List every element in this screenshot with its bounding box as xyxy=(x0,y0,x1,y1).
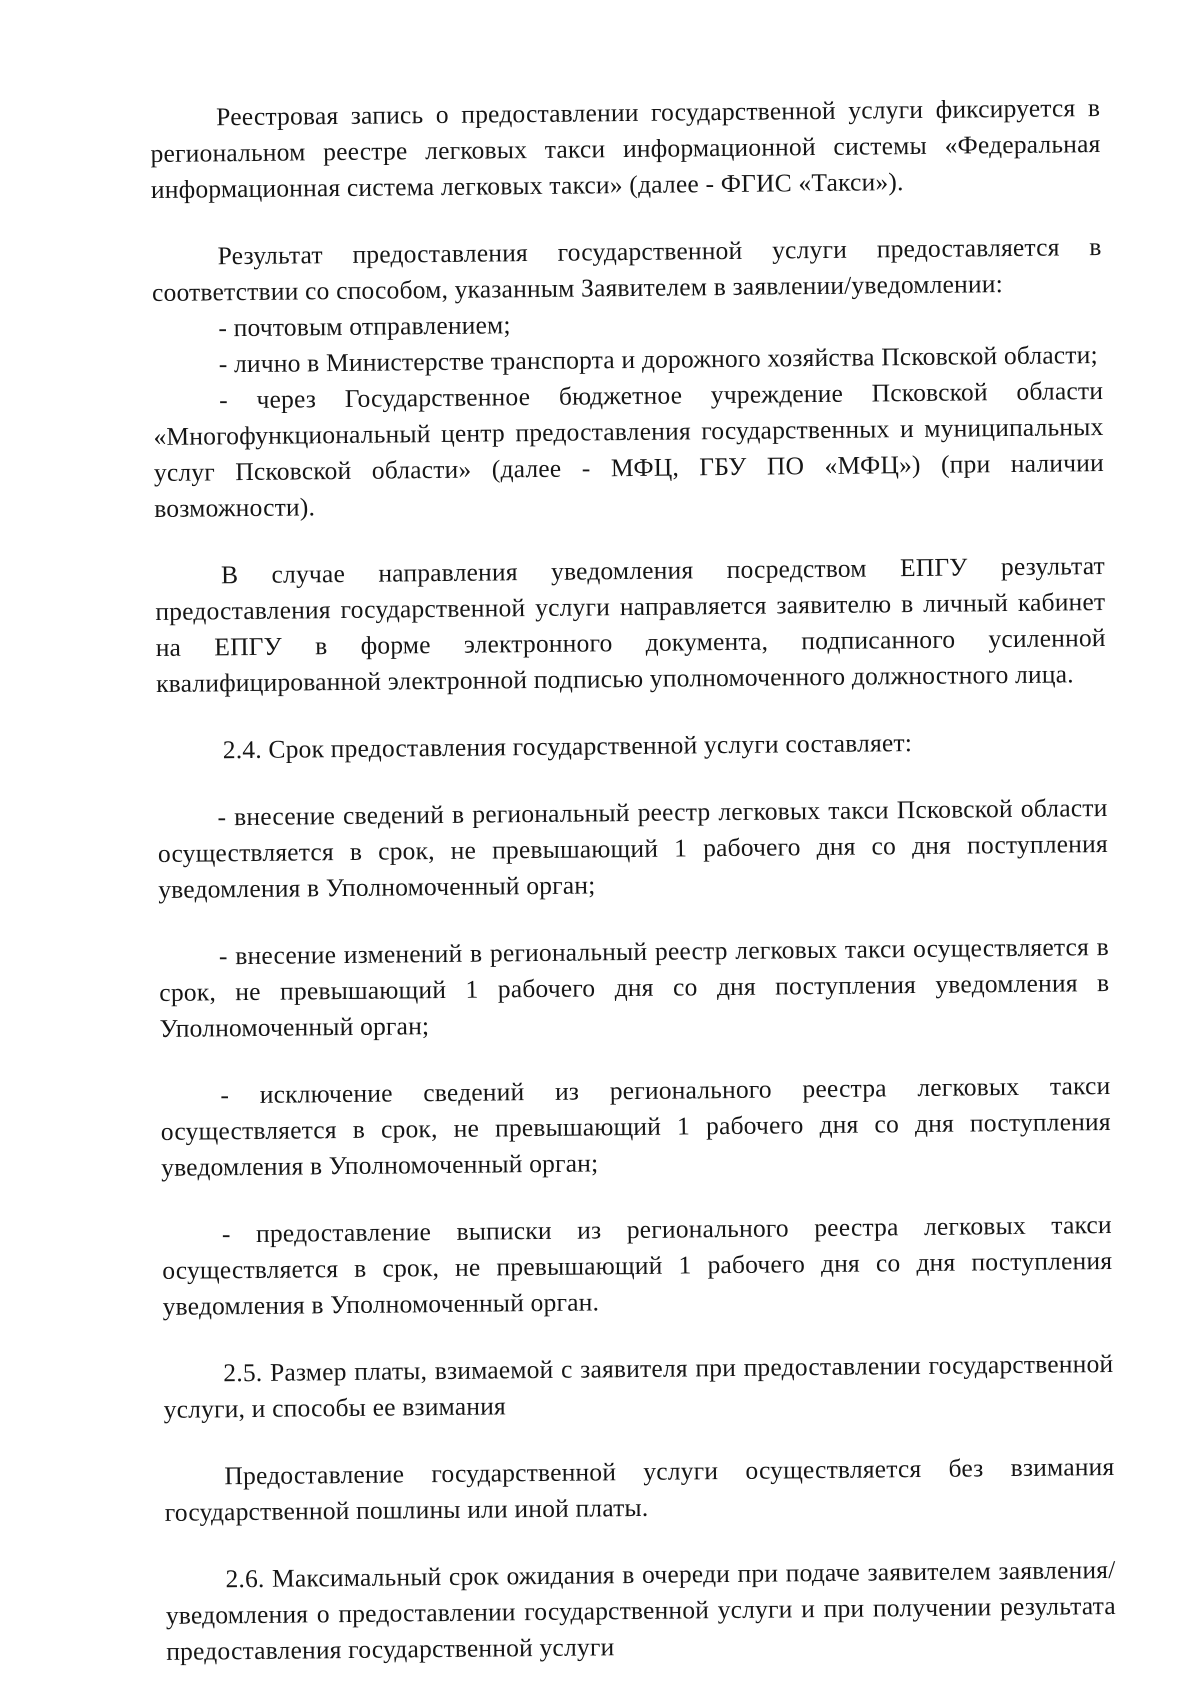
delivery-option-mail: - почтовым отправлением; xyxy=(218,310,511,343)
term-item-exclusion: - исключение сведений из регионального реестра легковых такси осуществляется в срок, не превышающий 1 рабочего дня со дня поступления уведомления в Уполномоченный орган; xyxy=(160,1070,1111,1182)
registry-record-paragraph: Реестровая запись о предоставлении государственной услуги фиксируется в региональном реестре легковых такси информационной системы «Федеральная информационная система легковых такси» (далее - ФГИС «Такси»). xyxy=(150,93,1101,204)
delivery-option-mfc: - через Государственное бюджетное учреждение Псковской области «Многофункциональный центр предоставления государственных и муниципальных услуг Псковской области» (далее - МФЦ, ГБУ ПО «МФЦ») (при наличии возможности). xyxy=(153,376,1105,523)
term-item-extract: - предоставление выписки из регионального реестра легковых такси осуществляется в срок, не превышающий 1 рабочего дня со дня поступления уведомления в Уполномоченный орган. xyxy=(162,1209,1113,1321)
delivery-option-in-person: - лично в Министерстве транспорта и дорожного хозяйства Псковской области; xyxy=(218,340,1098,379)
section-2-4-heading: 2.4. Срок предоставления государственной услуги составляет: xyxy=(222,728,913,765)
term-item-add-info: - внесение сведений в региональный реестр легковых такси Псковской области осуществляется в срок, не превышающий 1 рабочего дня со дня поступления уведомления в Уполномоченный орган; xyxy=(157,793,1108,904)
term-item-changes: - внесение изменений в региональный реестр легковых такси осуществляется в срок, не превышающий 1 рабочего дня со дня поступления уведомления в Уполномоченный орган; xyxy=(159,932,1110,1043)
result-delivery-block xyxy=(151,229,1104,527)
section-2-5-heading: 2.5. Размер платы, взимаемой с заявителя при предоставлении государственной услуги, и способы ее взимания xyxy=(163,1348,1114,1424)
document-page xyxy=(150,90,1117,1701)
section-2-6-heading: 2.6. Максимальный срок ожидания в очереди при подаче заявителем заявления/уведомления о предоставлении государственной услуги и при получении результата предоставления государственной услуги xyxy=(165,1554,1116,1666)
section-2-5-text: Предоставление государственной услуги осуществляется без взимания государственной пошлины или иной платы. xyxy=(164,1451,1115,1527)
result-delivery-intro: Результат предоставления государственной услуги предоставляется в соответствии со способом, указанным Заявителем в заявлении/уведомлении: xyxy=(151,232,1102,307)
epgu-notification-paragraph: В случае направления уведомления посредством ЕПГУ результат предоставления государственной услуги направляется заявителю в личный кабинет на ЕПГУ в форме электронного документа, подписанного усиленной квалифицированной электронной подписью уполномоченного должностного лица. xyxy=(155,551,1106,698)
